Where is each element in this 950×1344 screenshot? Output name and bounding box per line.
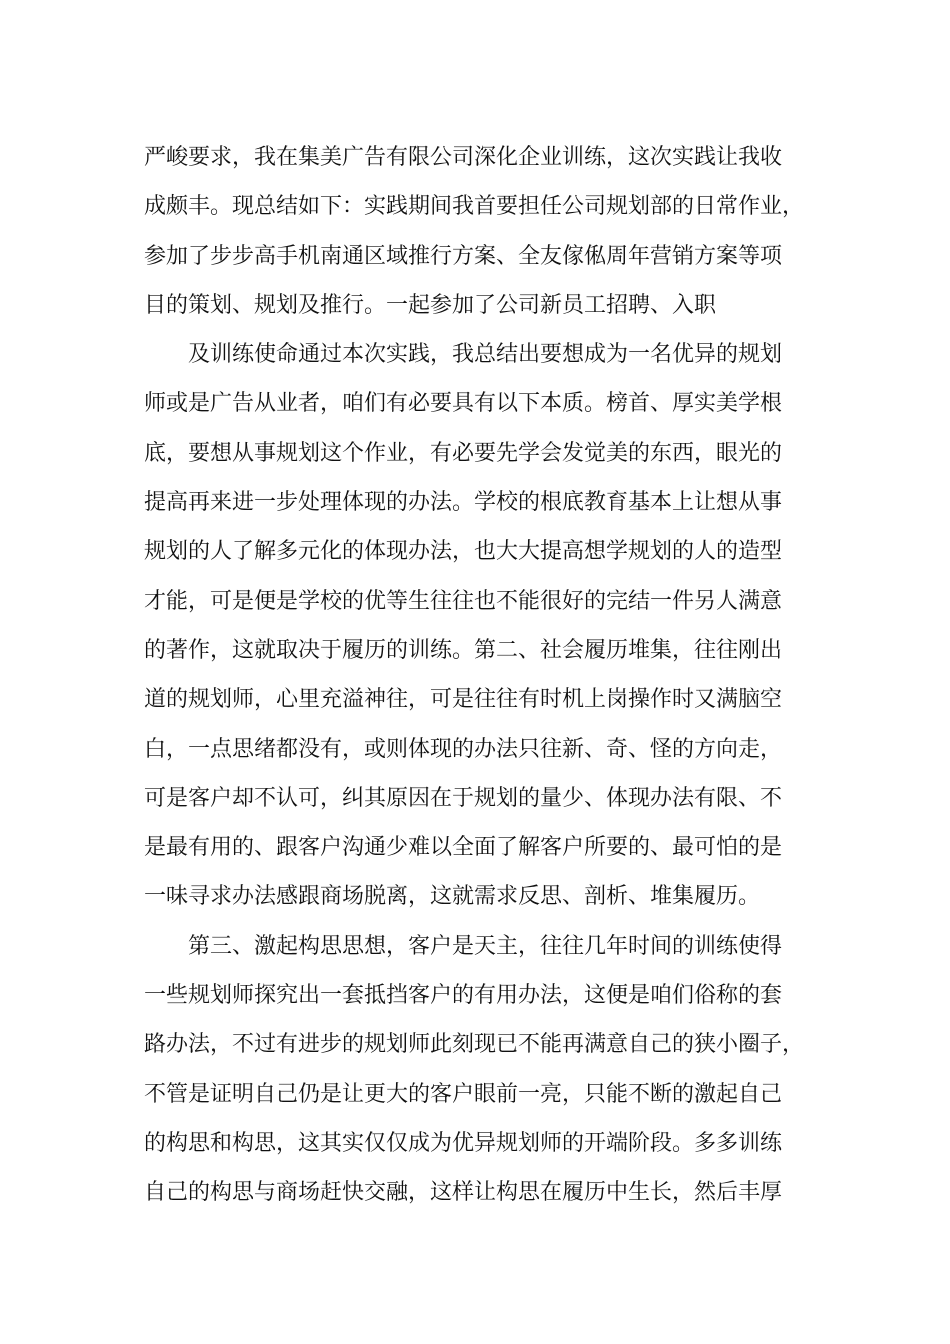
text-line: 是最有用的、跟客户沟通少难以全面了解客户所要的、最可怕的是 — [144, 835, 783, 861]
text-line: 一些规划师探究出一套抵挡客户的有用办法，这便是咱们俗称的套 — [144, 983, 783, 1009]
text-line: 第三、激起构思思想，客户是天主，往往几年时间的训练使得 — [188, 933, 783, 959]
text-line: 一味寻求办法感跟商场脱离，这就需求反思、剖析、堆集履历。 — [144, 884, 761, 910]
text-line: 严峻要求，我在集美广告有限公司深化企业训练，这次实践让我收 — [144, 145, 783, 170]
text-line: 不管是证明自己仍是让更大的客户眼前一亮，只能不断的激起自己 — [144, 1081, 783, 1107]
text-line: 提高再来进一步处理体现的办法。学校的根底教育基本上让想从事 — [144, 490, 783, 516]
text-line: 目的策划、规划及推行。一起参加了公司新员工招聘、入职 — [144, 292, 717, 318]
text-line: 师或是广告从业者，咱们有必要具有以下本质。榜首、厚实美学根 — [144, 391, 783, 417]
text-line: 白，一点思绪都没有，或则体现的办法只往新、奇、怪的方向走， — [144, 736, 783, 762]
text-line: 成颇丰。现总结如下：实践期间我首要担任公司规划部的日常作业， — [144, 194, 805, 220]
text-line: 及训练使命通过本次实践，我总结出要想成为一名优异的规划 — [188, 342, 783, 368]
document-body — [144, 133, 814, 1218]
text-line: 道的规划师，心里充溢神往，可是往往有时机上岗操作时又满脑空 — [144, 687, 783, 713]
text-line: 的著作，这就取决于履历的训练。第二、社会履历堆集，往往刚出 — [144, 637, 783, 663]
text-line: 的构思和构思，这其实仅仅成为优异规划师的开端阶段。多多训练 — [144, 1130, 783, 1156]
text-line: 底，要想从事规划这个作业，有必要先学会发觉美的东西，眼光的 — [144, 440, 783, 466]
text-line: 规划的人了解多元化的体现办法，也大大提高想学规划的人的造型 — [144, 539, 783, 565]
text-line: 参加了步步高手机南通区域推行方案、全友傢俬周年营销方案等项 — [144, 243, 783, 269]
text-line: 才能，可是便是学校的优等生往往也不能很好的完结一件另人满意 — [144, 588, 783, 614]
text-line: 自己的构思与商场赶快交融，这样让构思在履历中生长，然后丰厚 — [144, 1180, 783, 1206]
text-line: 可是客户却不认可，纠其原因在于规划的量少、体现办法有限、不 — [144, 785, 783, 811]
text-line: 路办法，不过有进步的规划师此刻现已不能再满意自己的狭小圈子， — [144, 1032, 805, 1058]
